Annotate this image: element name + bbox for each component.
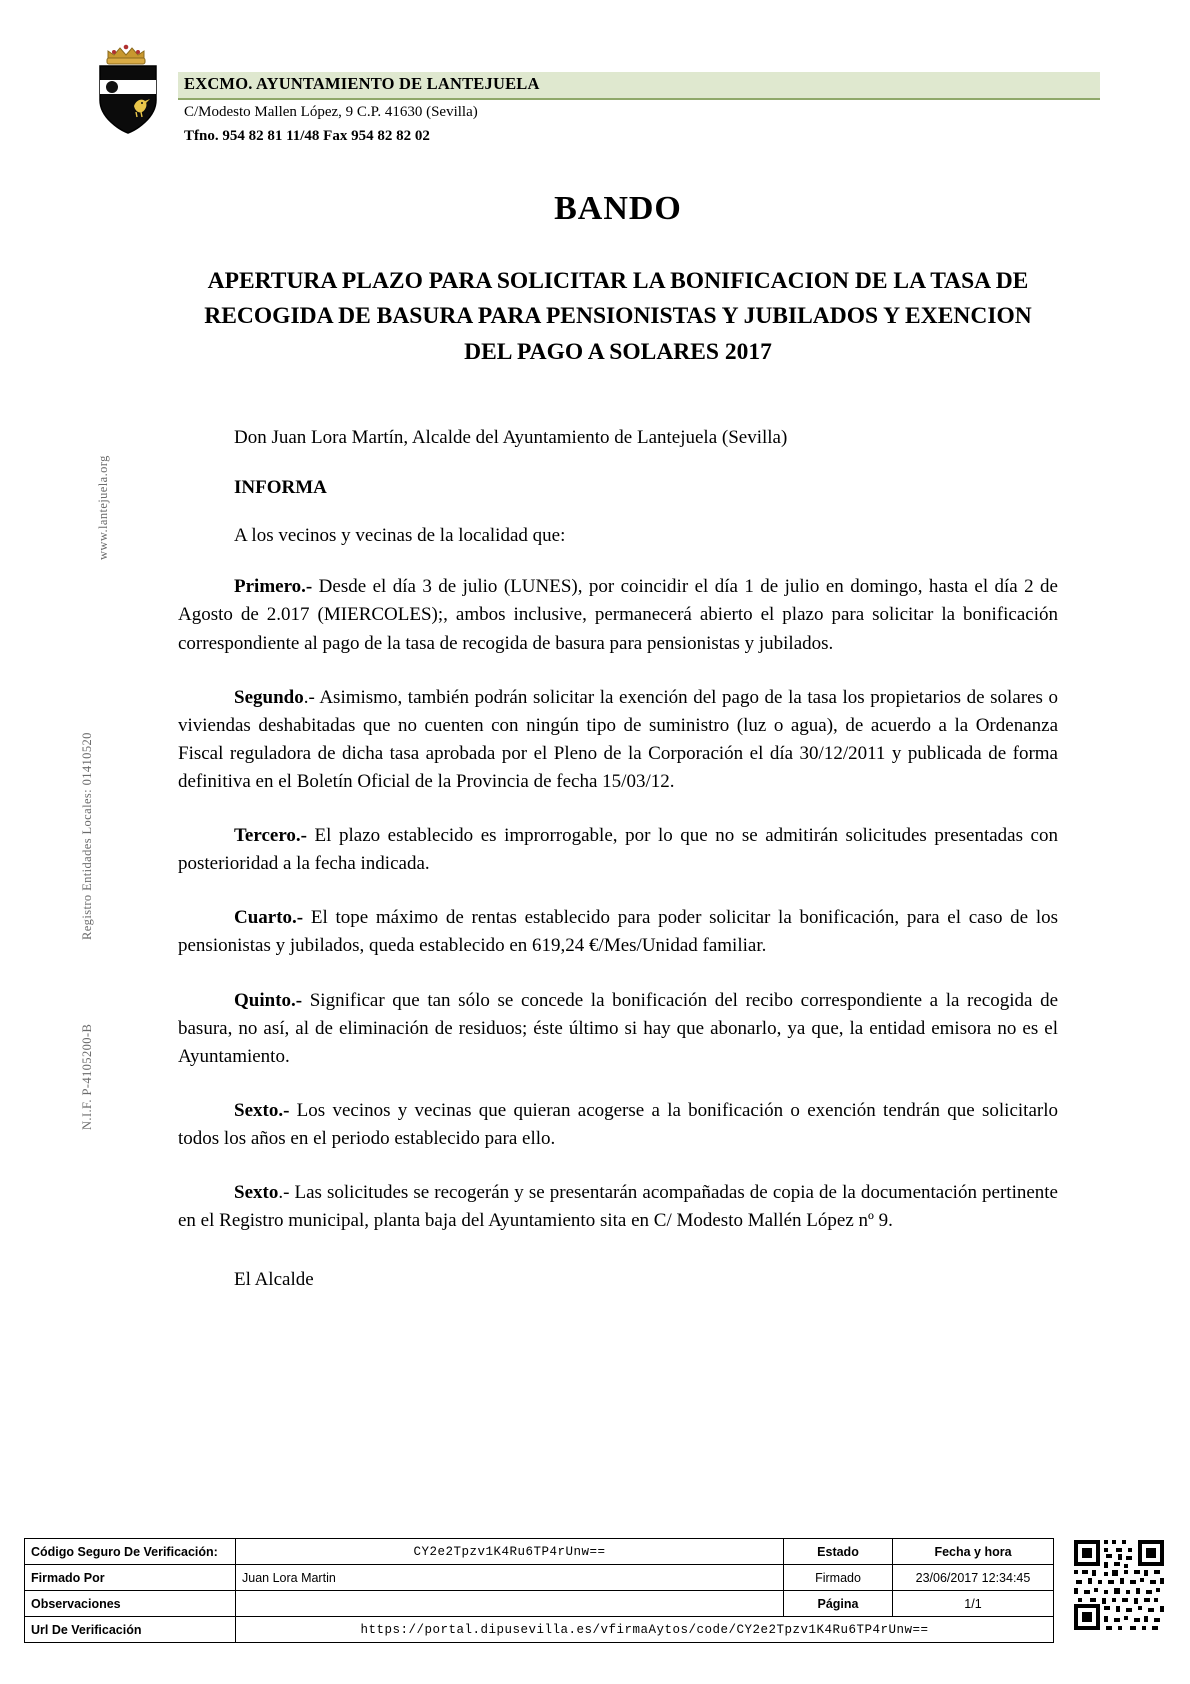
table-row — [25, 1539, 1054, 1565]
paragraph-text: El plazo establecido es improrrogable, por lo que no se admitirán solicitudes presentadas con posterioridad a la fecha indicada. — [178, 825, 1058, 875]
document-intro: Don Juan Lora Martín, Alcalde del Ayuntamiento de Lantejuela (Sevilla) — [234, 426, 788, 448]
paragraph-label: Primero.- — [234, 576, 313, 598]
organization-phone: Tfno. 954 82 81 11/48 Fax 954 82 82 02 — [184, 128, 430, 144]
paragraph-cuarto — [178, 904, 1058, 960]
table-row — [25, 1591, 1054, 1617]
url-verificacion-label: Url De Verificación — [25, 1617, 236, 1643]
verification-footer — [24, 1538, 1166, 1642]
paragraph-label: Segundo — [234, 686, 304, 708]
fecha-hora-value: 23/06/2017 12:34:45 — [893, 1565, 1054, 1591]
paragraph-label: Sexto.- — [234, 1099, 290, 1121]
estado-value: Firmado — [784, 1565, 893, 1591]
paragraph-label: Tercero.- — [234, 825, 307, 847]
sidebar-registry-text: Registro Entidades Locales: 01410520 — [80, 732, 94, 940]
page-title: BANDO — [554, 190, 682, 227]
firmado-por-value: Juan Lora Martin — [236, 1565, 784, 1591]
csv-label: Código Seguro De Verificación: — [25, 1539, 236, 1565]
fecha-hora-header: Fecha y hora — [893, 1539, 1054, 1565]
paragraph-primero — [178, 573, 1058, 657]
paragraph-text: .- Las solicitudes se recogerán y se presentarán acompañadas de copia de la documentación pertinente en el Registro municipal, planta baja del Ayuntamiento sita en C/ Modesto Mallén López nº 9. — [178, 1182, 1058, 1232]
observaciones-label: Observaciones — [25, 1591, 236, 1617]
sidebar-nif-text: N.I.F. P-4105200-B — [80, 1023, 94, 1130]
paragraph-label: Quinto.- — [234, 989, 303, 1011]
paragraph-sexto-bis — [178, 1179, 1058, 1235]
document-lead: A los vecinos y vecinas de la localidad que: — [234, 525, 566, 547]
paragraph-label: Sexto — [234, 1182, 279, 1204]
paragraph-text: Significar que tan sólo se concede la bonificación del recibo correspondiente a la recogida de basura, no así, al de eliminación de residuos; éste último si hay que abonarlo, ya que, la entidad emisora no es el Ayuntamiento. — [178, 989, 1058, 1067]
firmado-por-label: Firmado Por — [25, 1565, 236, 1591]
page-header — [90, 40, 1100, 160]
table-row — [25, 1617, 1054, 1643]
csv-value: CY2e2Tpzv1K4Ru6TP4rUnw== — [236, 1539, 784, 1565]
paragraph-tercero — [178, 822, 1058, 878]
pagina-value: 1/1 — [893, 1591, 1054, 1617]
sidebar-website-text: www.lantejuela.org — [96, 455, 110, 560]
paragraph-label: Cuarto.- — [234, 907, 304, 929]
coat-of-arms-icon — [90, 40, 168, 136]
url-verificacion-value[interactable]: https://portal.dipusevilla.es/vfirmaAytos/code/CY2e2Tpzv1K4Ru6TP4rUnw== — [236, 1617, 1054, 1643]
document-subtitle: APERTURA PLAZO PARA SOLICITAR LA BONIFICACION DE LA TASA DE RECOGIDA DE BASURA PARA PENSIONISTAS Y JUBILADOS Y EXENCION DEL PAGO A SOLARES 2017 — [204, 268, 1032, 365]
organization-name: EXCMO. AYUNTAMIENTO DE LANTEJUELA — [184, 74, 540, 93]
document-body — [178, 190, 1058, 1291]
paragraph-text: Los vecinos y vecinas que quieran acogerse a la bonificación o exención tendrán que solicitarlo todos los años en el periodo establecido para ello. — [178, 1099, 1058, 1149]
document-informa-heading: INFORMA — [234, 477, 327, 499]
paragraph-quinto — [178, 987, 1058, 1071]
paragraph-text: .- Asimismo, también podrán solicitar la exención del pago de la tasa los propietarios de solares o viviendas deshabitadas que no cuenten con ningún tipo de suministro (luz o agua), de acuerdo a la Ordenanza Fiscal reguladora de dicha tasa aprobada por el Pleno de la Corporación el día 30/12/2011 y publicada de forma definitiva en el Boletín Oficial de la Provincia de fecha 15/03/12. — [178, 686, 1058, 792]
paragraph-sexto — [178, 1097, 1058, 1153]
paragraph-segundo — [178, 684, 1058, 796]
signature-line: El Alcalde — [234, 1269, 314, 1291]
paragraph-text: El tope máximo de rentas establecido para poder solicitar la bonificación, para el caso de los pensionistas y jubilados, queda establecido en 619,24 €/Mes/Unidad familiar. — [178, 907, 1058, 957]
table-row — [25, 1565, 1054, 1591]
organization-address: C/Modesto Mallen López, 9 C.P. 41630 (Sevilla) — [184, 104, 478, 120]
verification-table — [24, 1538, 1054, 1643]
observaciones-value — [236, 1591, 784, 1617]
estado-header: Estado — [784, 1539, 893, 1565]
pagina-label: Página — [784, 1591, 893, 1617]
paragraph-text: Desde el día 3 de julio (LUNES), por coincidir el día 1 de julio en domingo, hasta el día 2 de Agosto de 2.017 (MIERCOLES);, ambos inclusive, permanecerá abierto el plazo para solicitar la bonificación correspondiente al pago de la tasa de recogida de basura para pensionistas y jubilados. — [178, 576, 1058, 654]
qr-code-icon — [1072, 1538, 1166, 1632]
